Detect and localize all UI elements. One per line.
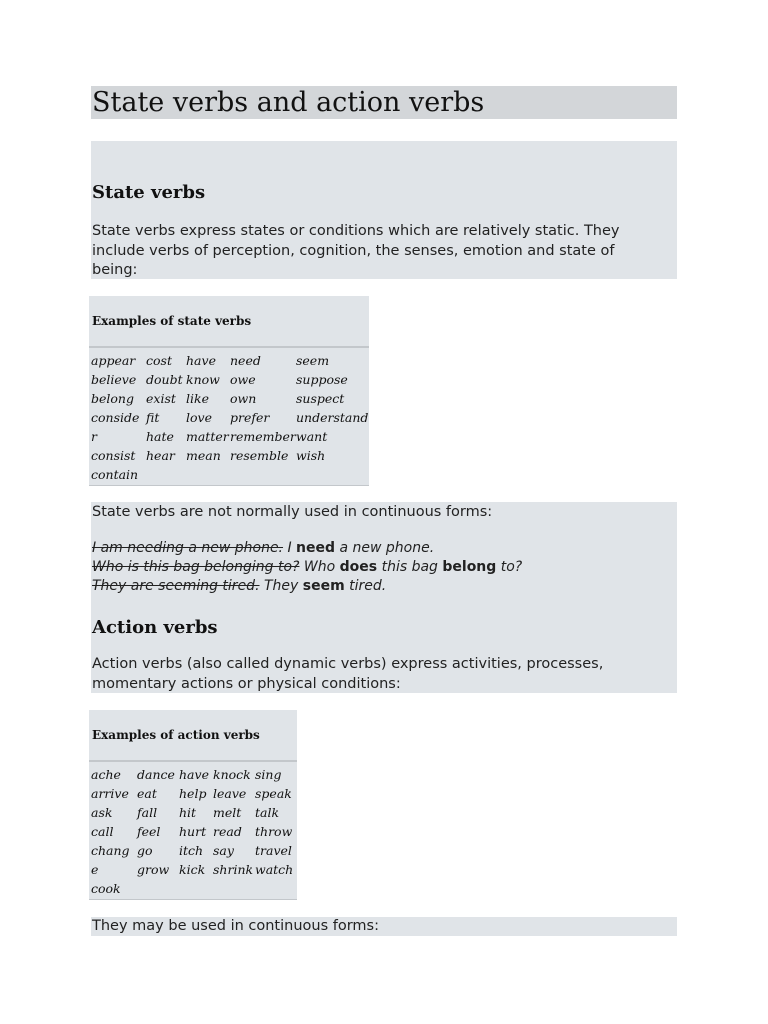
table-column — [146, 351, 183, 465]
verb-cell: mean — [186, 448, 221, 463]
table-column — [230, 351, 296, 465]
correct-example-text: Who — [299, 559, 340, 575]
verb-cell: dance — [137, 767, 175, 782]
verb-cell: hit — [179, 805, 197, 820]
verb-cell: go — [137, 843, 153, 858]
verb-cell: e — [91, 862, 99, 877]
verb-cell: leave — [213, 786, 247, 801]
verb-cell: know — [186, 372, 220, 387]
table-column — [213, 765, 253, 879]
verb-cell: contain — [91, 467, 139, 482]
table-heading: Examples of action verbs — [92, 728, 260, 742]
verb-cell: travel — [255, 843, 292, 858]
verb-cell: kick — [179, 862, 206, 877]
verb-cell: talk — [255, 805, 280, 820]
verb-cell: have — [186, 353, 216, 368]
verb-cell: shrink — [213, 862, 254, 877]
verb-cell: seem — [296, 353, 330, 368]
state-verbs-paragraph — [92, 222, 620, 281]
verb-cell: love — [186, 410, 212, 425]
action-verbs-table — [89, 710, 297, 900]
verb-cell: knock — [213, 767, 251, 782]
verb-cell: call — [91, 824, 114, 839]
page-title: State verbs and action verbs — [92, 87, 485, 118]
verb-cell: watch — [255, 862, 294, 877]
continuous-intro: State verbs are not normally used in continuous forms: — [92, 504, 493, 520]
correct-example-text: to? — [496, 559, 523, 575]
correct-example-text: They — [259, 578, 303, 594]
verb-cell: exist — [146, 391, 176, 406]
verb-cell: conside — [91, 410, 140, 425]
correct-verb: seem — [302, 578, 345, 594]
continuous-note: They may be used in continuous forms: — [92, 918, 379, 934]
verb-cell: resemble — [230, 448, 289, 463]
verb-cell: say — [213, 843, 234, 858]
verb-cell: fall — [137, 805, 158, 820]
verb-cell: understand — [296, 410, 369, 425]
verb-cell: remember — [230, 429, 296, 444]
verb-cell: fit — [146, 410, 160, 425]
verb-cell: appear — [91, 353, 136, 368]
action-verbs-paragraph — [92, 655, 603, 694]
table-divider — [89, 760, 297, 762]
paragraph-line: being: — [92, 262, 138, 278]
verb-cell: chang — [91, 843, 130, 858]
incorrect-example: I am needing a new phone. — [92, 540, 284, 556]
verb-cell: hear — [146, 448, 175, 463]
action-verbs-heading: Action verbs — [92, 617, 218, 638]
verb-cell: speak — [255, 786, 292, 801]
table-divider — [89, 346, 369, 348]
verb-cell: owe — [230, 372, 256, 387]
table-column — [296, 351, 368, 465]
verb-cell: melt — [213, 805, 242, 820]
verb-cell: ask — [91, 805, 113, 820]
table-column — [186, 351, 229, 465]
example-line — [92, 558, 522, 577]
verb-cell: arrive — [91, 786, 129, 801]
verb-cell: hate — [146, 429, 174, 444]
verb-cell: hurt — [179, 824, 207, 839]
table-divider — [89, 899, 297, 900]
verb-cell: wish — [296, 448, 326, 463]
example-line — [92, 539, 434, 558]
table-column — [91, 765, 130, 898]
verb-cell: itch — [179, 843, 204, 858]
verb-cell: feel — [137, 824, 161, 839]
verb-cell: own — [230, 391, 257, 406]
verb-cell: doubt — [146, 372, 183, 387]
paragraph-line: Action verbs (also called dynamic verbs) express activities, processes, — [92, 656, 604, 672]
verb-cell: cost — [146, 353, 172, 368]
table-column — [179, 765, 209, 879]
table-heading: Examples of state verbs — [92, 314, 252, 328]
table-column — [255, 765, 293, 879]
verb-cell: r — [91, 429, 97, 444]
correct-verb: does — [339, 559, 378, 575]
continuous-note-section — [91, 917, 677, 936]
verb-cell: eat — [137, 786, 157, 801]
verb-cell: read — [213, 824, 242, 839]
state-verbs-table — [89, 296, 369, 486]
verb-cell: ache — [91, 767, 121, 782]
verb-cell: consist — [91, 448, 136, 463]
correct-example-text: this bag — [377, 559, 443, 575]
verb-cell: prefer — [230, 410, 270, 425]
verb-cell: throw — [255, 824, 293, 839]
verb-cell: cook — [91, 881, 121, 896]
correct-example-text: a new phone. — [335, 540, 435, 556]
paragraph-line: include verbs of perception, cognition, the senses, emotion and state of — [92, 242, 615, 259]
correct-example-text: I — [283, 540, 297, 556]
correct-verb: belong — [442, 559, 497, 575]
verb-cell: suspect — [296, 391, 345, 406]
table-column — [91, 351, 139, 484]
incorrect-example: They are seeming tired. — [92, 578, 260, 594]
example-line — [92, 577, 386, 596]
paragraph-line: momentary actions or physical conditions: — [92, 675, 401, 692]
verb-cell: suppose — [296, 372, 348, 387]
state-verbs-heading: State verbs — [92, 182, 206, 203]
verb-cell: sing — [255, 767, 282, 782]
verb-cell: need — [230, 353, 261, 368]
verb-cell: matter — [186, 429, 229, 444]
paragraph-line: State verbs express states or conditions which are relatively static. They — [92, 223, 620, 239]
verb-cell: believe — [91, 372, 137, 387]
incorrect-example: Who is this bag belonging to? — [92, 559, 300, 575]
verb-cell: want — [296, 429, 328, 444]
verb-cell: like — [186, 391, 209, 406]
table-divider — [89, 485, 369, 486]
continuous-forms-section — [91, 502, 677, 693]
verb-cell: grow — [137, 862, 170, 877]
verb-cell: have — [179, 767, 209, 782]
correct-example-text: tired. — [344, 578, 387, 594]
correct-verb: need — [296, 540, 336, 556]
table-column — [137, 765, 175, 879]
state-verbs-section — [91, 141, 677, 279]
title-bar — [91, 86, 677, 119]
verb-cell: help — [179, 786, 207, 801]
verb-cell: belong — [91, 391, 134, 406]
